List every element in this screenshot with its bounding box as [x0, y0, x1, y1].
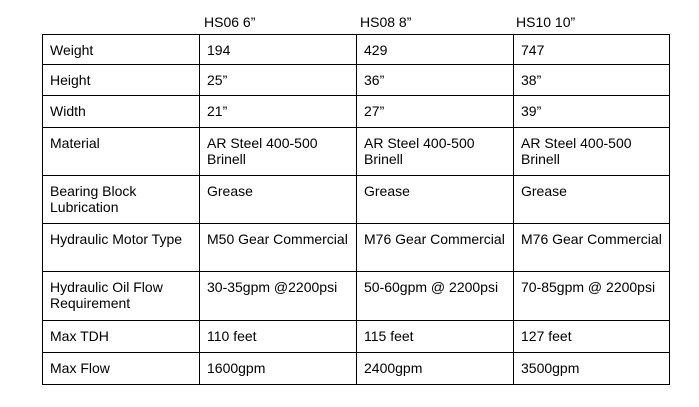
row-label-max-flow: Max Flow	[43, 353, 200, 385]
cell-weight-hs06: 194	[200, 35, 357, 65]
cell-motor-type-hs06: M50 Gear Commercial	[200, 224, 357, 272]
cell-width-hs06: 21”	[200, 96, 357, 128]
cell-material-hs08: AR Steel 400-500 Brinell	[357, 128, 514, 176]
cell-max-tdh-hs06: 110 feet	[200, 321, 357, 353]
table-row-hydraulic-oil-flow	[43, 272, 670, 321]
cell-max-flow-hs08: 2400gpm	[357, 353, 514, 385]
cell-lubrication-hs08: Grease	[357, 176, 514, 224]
table-row-max-tdh	[43, 321, 670, 353]
cell-max-tdh-hs10: 127 feet	[514, 321, 670, 353]
cell-height-hs08: 36”	[357, 65, 514, 96]
cell-weight-hs08: 429	[357, 35, 514, 65]
cell-oil-flow-hs10: 70-85gpm @ 2200psi	[514, 272, 670, 321]
row-label-hydraulic-oil-flow: Hydraulic Oil Flow Requirement	[43, 272, 200, 321]
table-row-hydraulic-motor-type	[43, 224, 670, 272]
cell-lubrication-hs06: Grease	[200, 176, 357, 224]
cell-material-hs06: AR Steel 400-500 Brinell	[200, 128, 357, 176]
cell-width-hs08: 27”	[357, 96, 514, 128]
spec-table	[42, 34, 670, 385]
table-row-bearing-block-lubrication	[43, 176, 670, 224]
row-label-weight: Weight	[43, 35, 200, 65]
cell-max-flow-hs06: 1600gpm	[200, 353, 357, 385]
row-label-material: Material	[43, 128, 200, 176]
cell-lubrication-hs10: Grease	[514, 176, 670, 224]
row-label-hydraulic-motor-type: Hydraulic Motor Type	[43, 224, 200, 272]
row-label-width: Width	[43, 96, 200, 128]
cell-material-hs10: AR Steel 400-500 Brinell	[514, 128, 670, 176]
column-header-hs08: HS08 8”	[360, 14, 412, 30]
table-row-width	[43, 96, 670, 128]
cell-weight-hs10: 747	[514, 35, 670, 65]
cell-oil-flow-hs06: 30-35gpm @2200psi	[200, 272, 357, 321]
cell-motor-type-hs10: M76 Gear Commercial	[514, 224, 670, 272]
cell-width-hs10: 39”	[514, 96, 670, 128]
table-row-max-flow	[43, 353, 670, 385]
column-header-hs10: HS10 10”	[516, 14, 576, 30]
column-headers	[0, 13, 699, 33]
cell-height-hs06: 25”	[200, 65, 357, 96]
cell-oil-flow-hs08: 50-60gpm @ 2200psi	[357, 272, 514, 321]
table-row-height	[43, 65, 670, 96]
table-row-material	[43, 128, 670, 176]
row-label-bearing-block-lubrication: Bearing Block Lubrication	[43, 176, 200, 224]
cell-max-tdh-hs08: 115 feet	[357, 321, 514, 353]
row-label-height: Height	[43, 65, 200, 96]
cell-max-flow-hs10: 3500gpm	[514, 353, 670, 385]
cell-height-hs10: 38”	[514, 65, 670, 96]
cell-motor-type-hs08: M76 Gear Commercial	[357, 224, 514, 272]
column-header-hs06: HS06 6”	[204, 14, 256, 30]
row-label-max-tdh: Max TDH	[43, 321, 200, 353]
table-row-weight	[43, 35, 670, 65]
